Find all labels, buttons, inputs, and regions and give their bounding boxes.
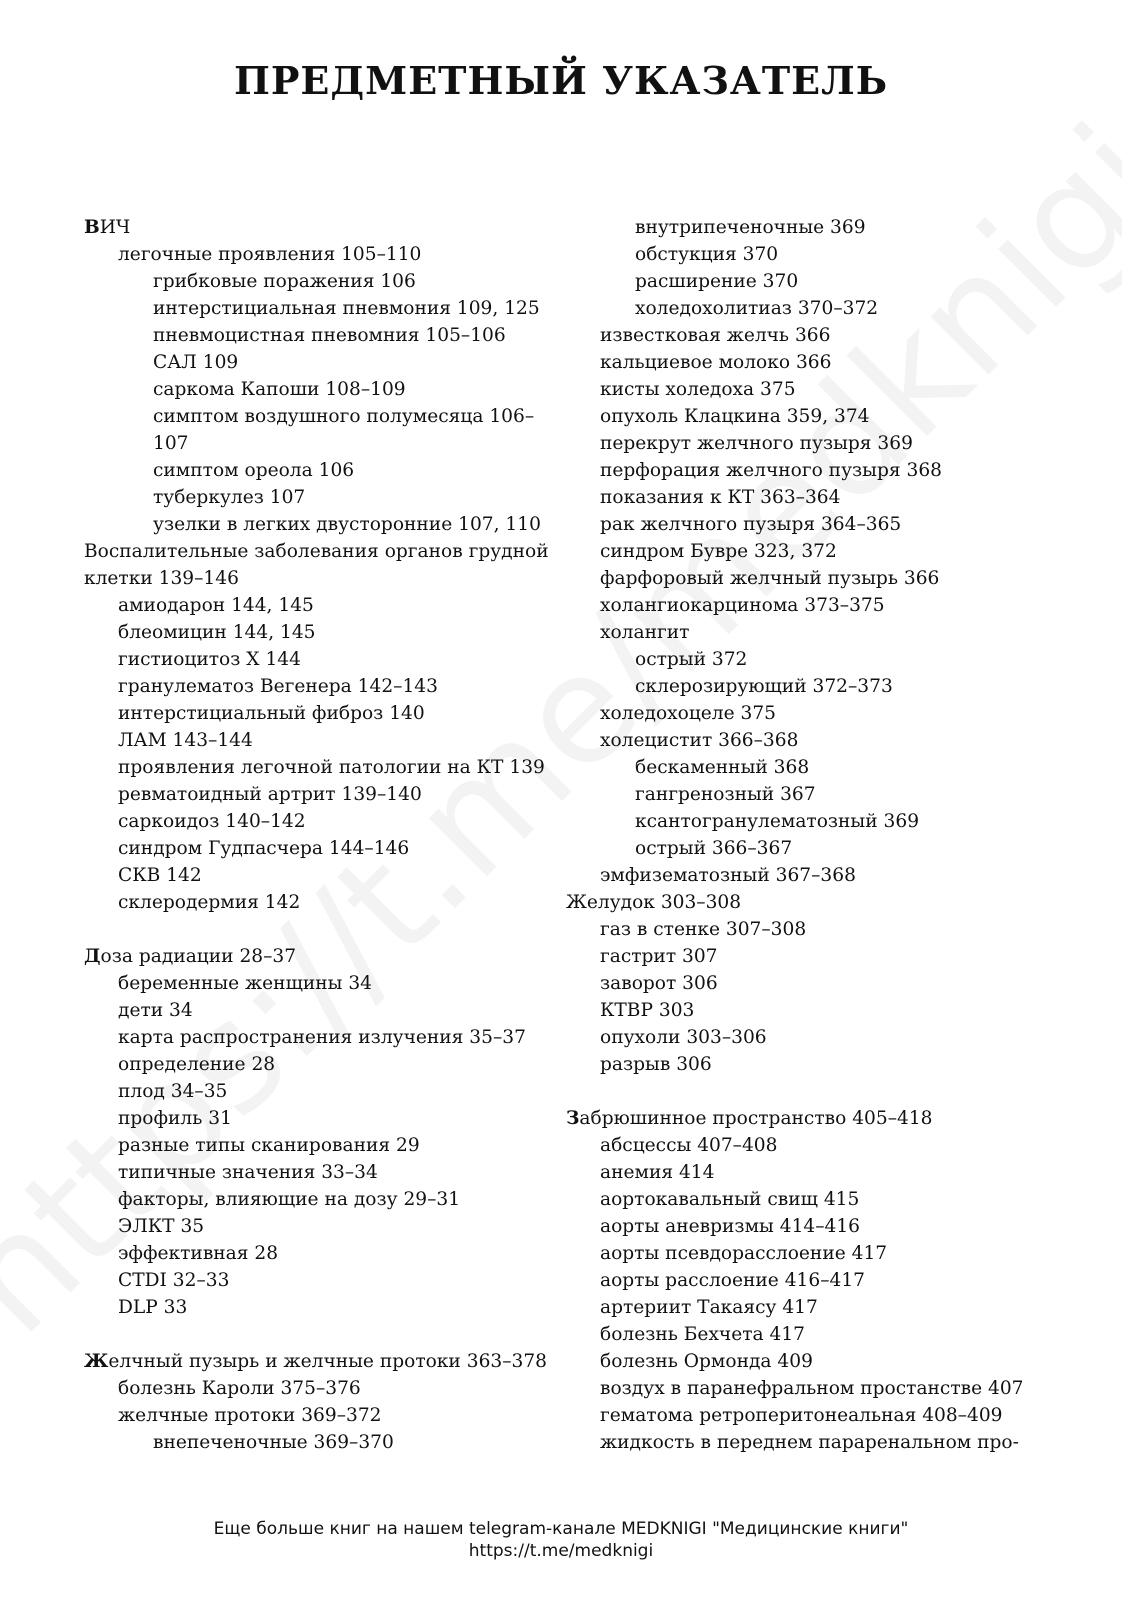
- index-subentry: аортокавальный свищ 415: [600, 1189, 860, 1210]
- index-heading: [84, 943, 554, 970]
- index-subsubentry: интерстициальная пневмония 109, 125: [153, 298, 540, 319]
- index-subentry: беременные женщины 34: [118, 973, 373, 994]
- index-subentry: КТВР 303: [600, 1000, 695, 1021]
- index-subentry: абсцессы 407–408: [600, 1135, 778, 1156]
- page-title: ПРЕДМЕТНЫЙ УКАЗАТЕЛЬ: [233, 58, 889, 103]
- index-subsubentry: бескаменный 368: [635, 757, 810, 778]
- index-subentry: гематома ретроперитонеальная 408–409: [600, 1405, 1003, 1426]
- index-subentry: холангиокарцинома 373–375: [600, 595, 885, 616]
- index-subentry: факторы, влияющие на дозу 29–31: [118, 1189, 461, 1210]
- index-subentry: синдром Бувре 323, 372: [600, 541, 837, 562]
- index-subsubentry: расширение 370: [635, 271, 799, 292]
- index-subsubentry: САЛ 109: [153, 352, 239, 373]
- index-subsubentry: обстукция 370: [635, 244, 779, 265]
- index-subentry: карта распространения излучения 35–37: [118, 1027, 526, 1048]
- index-subentry: жидкость в переднем параренальном про-: [600, 1432, 1019, 1453]
- index-subentry: рак желчного пузыря 364–365: [600, 514, 902, 535]
- section-initial-letter: З: [566, 1108, 580, 1129]
- index-subentry: гастрит 307: [600, 946, 718, 967]
- index-subentry: ЛАМ 143–144: [118, 730, 253, 751]
- index-subsubentry: холедохолитиаз 370–372: [635, 298, 879, 319]
- index-heading: [566, 1105, 1036, 1132]
- index-subsubentry: ксантогранулематозный 369: [635, 811, 920, 832]
- index-heading: Воспалительные заболевания органов грудной: [84, 541, 549, 562]
- index-subentry: блеомицин 144, 145: [118, 622, 316, 643]
- index-subentry: кисты холедоха 375: [600, 379, 796, 400]
- index-subsubentry: туберкулез 107: [153, 487, 306, 508]
- index-subsubentry: гангренозный 367: [635, 784, 816, 805]
- index-column-right: [566, 214, 1036, 1456]
- index-heading-rest: оза радиации 28–37: [100, 946, 297, 967]
- index-spacer: [84, 1321, 554, 1348]
- index-subentry: интерстициальный фиброз 140: [118, 703, 425, 724]
- index-subentry: синдром Гудпасчера 144–146: [118, 838, 410, 859]
- index-subsubentry: склерозирующий 372–373: [635, 676, 893, 697]
- index-subsubentry: острый 366–367: [635, 838, 793, 859]
- index-subentry: опухоли 303–306: [600, 1027, 767, 1048]
- index-subentry: воздух в паранефральном простанстве 407: [600, 1378, 1024, 1399]
- index-subentry: болезнь Бехчета 417: [600, 1324, 805, 1345]
- section-initial-letter: В: [84, 217, 100, 238]
- index-spacer: [566, 1078, 1036, 1105]
- index-subentry: артериит Такаясу 417: [600, 1297, 818, 1318]
- index-subentry: холецистит 366–368: [600, 730, 799, 751]
- index-subentry: профиль 31: [118, 1108, 232, 1129]
- index-subentry: анемия 414: [600, 1162, 715, 1183]
- section-initial-letter: Д: [84, 946, 101, 967]
- index-subentry: опухоль Клацкина 359, 374: [600, 406, 870, 427]
- index-subentry: газ в стенке 307–308: [600, 919, 807, 940]
- index-subentry: плод 34–35: [118, 1081, 228, 1102]
- index-subentry: разные типы сканирования 29: [118, 1135, 420, 1156]
- index-subsubentry: острый 372: [635, 649, 748, 670]
- index-subentry: проявления легочной патологии на КТ 139: [118, 757, 545, 778]
- index-subsubentry: внепеченочные 369–370: [153, 1432, 394, 1453]
- index-subentry: легочные проявления 105–110: [118, 244, 422, 265]
- index-subentry: разрыв 306: [600, 1054, 712, 1075]
- footer-link[interactable]: https://t.me/medknigi: [468, 1541, 654, 1561]
- index-subentry: дети 34: [118, 1000, 193, 1021]
- index-subentry: холангит: [600, 622, 690, 643]
- index-subentry: СКВ 142: [118, 865, 202, 886]
- index-subentry: болезнь Кароли 375–376: [118, 1378, 361, 1399]
- section-initial-letter: Ж: [84, 1351, 109, 1372]
- index-subsubentry: симптом воздушного полумесяца 106–: [153, 406, 535, 427]
- index-heading-rest: ИЧ: [99, 217, 131, 238]
- index-heading: [84, 214, 554, 241]
- index-subsubentry: саркома Капоши 108–109: [153, 379, 406, 400]
- index-subentry: гранулематоз Вегенера 142–143: [118, 676, 438, 697]
- index-subsubentry: грибковые поражения 106: [153, 271, 416, 292]
- index-heading: клетки 139–146: [84, 568, 239, 589]
- index-subentry: заворот 306: [600, 973, 718, 994]
- index-subentry: DLP 33: [118, 1297, 188, 1318]
- index-subentry: перфорация желчного пузыря 368: [600, 460, 942, 481]
- index-subentry: склеродермия 142: [118, 892, 301, 913]
- index-subentry: эмфизематозный 367–368: [600, 865, 856, 886]
- index-subsubentry: внутрипеченочные 369: [635, 217, 866, 238]
- index-subentry: ревматоидный артрит 139–140: [118, 784, 422, 805]
- index-subentry: аорты расслоение 416–417: [600, 1270, 865, 1291]
- index-subentry: CTDI 32–33: [118, 1270, 230, 1291]
- index-subentry: типичные значения 33–34: [118, 1162, 378, 1183]
- index-subentry: гистиоцитоз Х 144: [118, 649, 301, 670]
- index-subentry: амиодарон 144, 145: [118, 595, 314, 616]
- index-subentry: известковая желчь 366: [600, 325, 831, 346]
- index-subentry: аорты аневризмы 414–416: [600, 1216, 861, 1237]
- index-subentry: эффективная 28: [118, 1243, 279, 1264]
- index-subsubentry: симптом ореола 106: [153, 460, 355, 481]
- index-subentry: ЭЛКТ 35: [118, 1216, 205, 1237]
- index-heading-rest: елчный пузырь и желчные протоки 363–378: [108, 1351, 548, 1372]
- index-subsubentry: пневмоцистная пневомния 105–106: [153, 325, 506, 346]
- index-subsubentry: узелки в легких двусторонние 107, 110: [153, 514, 541, 535]
- index-spacer: [84, 916, 554, 943]
- index-heading: Желудок 303–308: [566, 892, 742, 913]
- index-subentry: перекрут желчного пузыря 369: [600, 433, 913, 454]
- index-heading-rest: абрюшинное пространство 405–418: [579, 1108, 933, 1129]
- index-subentry: аорты псевдорасслоение 417: [600, 1243, 888, 1264]
- index-subentry: холедохоцеле 375: [600, 703, 776, 724]
- index-column-left: [84, 214, 554, 1456]
- index-subentry: болезнь Ормонда 409: [600, 1351, 813, 1372]
- footer: [0, 1518, 1122, 1562]
- index-subentry: желчные протоки 369–372: [118, 1405, 382, 1426]
- index-subentry: кальциевое молоко 366: [600, 352, 832, 373]
- footer-promo-text: Еще больше книг на нашем telegram-канале MEDKNIGI "Медицинские книги": [213, 1519, 909, 1539]
- index-subsubentry: 107: [153, 433, 189, 454]
- index-subentry: определение 28: [118, 1054, 276, 1075]
- index-heading: [84, 1348, 554, 1375]
- index-subentry: фарфоровый желчный пузырь 366: [600, 568, 940, 589]
- index-subentry: показания к КТ 363–364: [600, 487, 841, 508]
- index-subentry: саркоидоз 140–142: [118, 811, 306, 832]
